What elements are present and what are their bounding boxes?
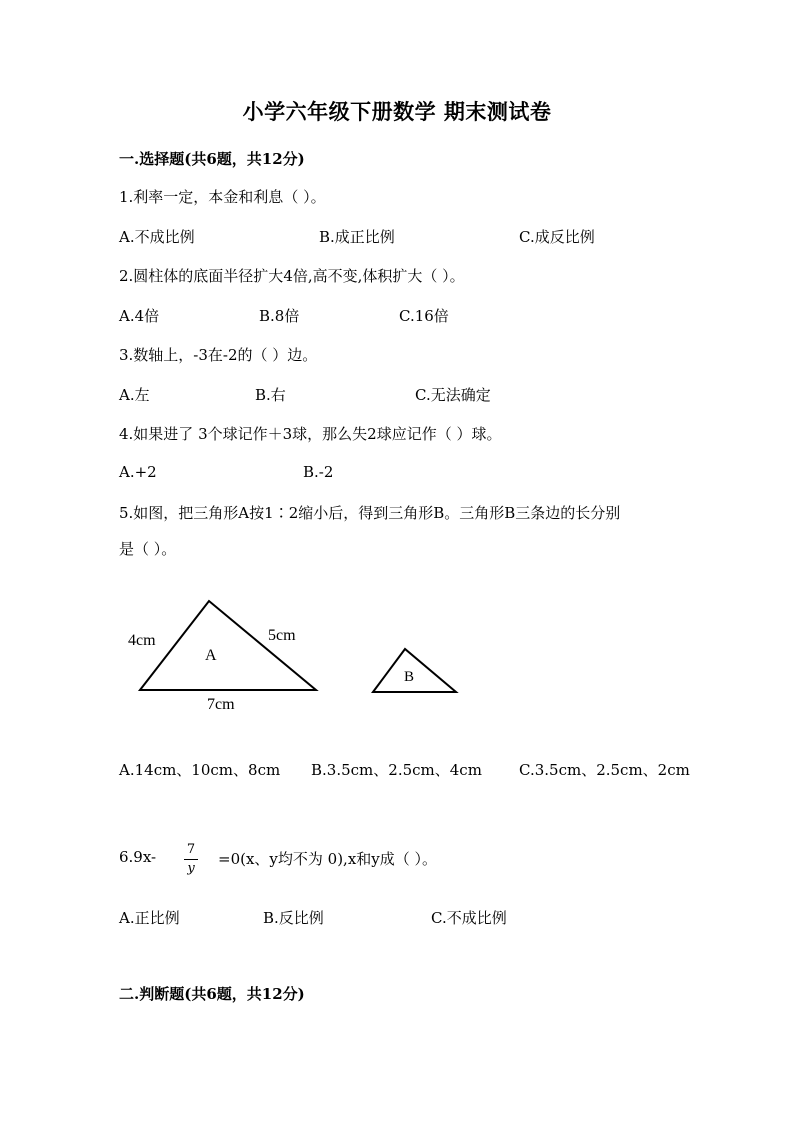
- triangle-b-shape: [373, 649, 456, 692]
- question-2-option-b: B.8倍: [259, 307, 300, 325]
- triangle-a-left-side-label: 4cm: [128, 632, 156, 649]
- question-5-option-b: B.3.5cm、2.5cm、4cm: [311, 761, 482, 779]
- page-title: 小学六年级下册数学 期末测试卷: [242, 99, 552, 124]
- question-3-option-b: B.右: [255, 386, 286, 404]
- question-6-option-a: A.正比例: [119, 909, 180, 927]
- question-3-option-a: A.左: [119, 386, 150, 404]
- question-2-option-a: A.4倍: [119, 307, 160, 325]
- question-6-option-c: C.不成比例: [431, 909, 507, 927]
- fraction-bar: [184, 859, 198, 860]
- fraction-numerator: 7: [186, 842, 196, 857]
- question-6-stem-prefix: 6.9x-: [119, 848, 157, 866]
- question-5-option-a: A.14cm、10cm、8cm: [119, 761, 281, 779]
- question-1-option-b: B.成正比例: [319, 228, 395, 246]
- triangle-a-shape: [140, 601, 316, 690]
- triangle-b-label: B: [404, 669, 415, 685]
- question-6-fraction: [184, 842, 198, 877]
- section-1-heading: 一.选择题(共6题，共12分): [119, 150, 305, 168]
- triangle-a-right-side-label: 5cm: [268, 627, 296, 644]
- fraction-denominator: y: [187, 861, 195, 876]
- question-5-stem-line-2: 是（ ）。: [119, 540, 177, 558]
- question-3-option-c: C.无法确定: [415, 386, 491, 404]
- question-4-option-b: B.-2: [303, 463, 334, 481]
- question-5-stem-line-1: 5.如图，把三角形A按1∶2缩小后，得到三角形B。三角形B三条边的长分别: [119, 504, 621, 522]
- question-1-option-a: A.不成比例: [119, 228, 195, 246]
- question-2-option-c: C.16倍: [399, 307, 449, 325]
- question-4-stem: 4.如果进了 3个球记作＋3球，那么失2球应记作（ ）球。: [119, 425, 502, 443]
- question-3-stem: 3.数轴上，-3在-2的（ ）边。: [119, 346, 318, 364]
- triangle-a-label: A: [205, 647, 217, 664]
- question-1-stem: 1.利率一定，本金和利息（ ）。: [119, 188, 326, 206]
- question-5-option-c: C.3.5cm、2.5cm、2cm: [519, 761, 690, 779]
- question-2-stem: 2.圆柱体的底面半径扩大4倍,高不变,体积扩大（ ）。: [119, 267, 465, 285]
- triangle-a-base-label: 7cm: [207, 696, 235, 713]
- section-2-heading: 二.判断题(共6题，共12分): [119, 985, 305, 1003]
- question-6-stem-suffix: =0(x、y均不为 0),x和y成（ ）。: [218, 850, 438, 868]
- question-4-option-a: A.+2: [119, 463, 157, 481]
- question-1-option-c: C.成反比例: [519, 228, 595, 246]
- question-6-option-b: B.反比例: [263, 909, 324, 927]
